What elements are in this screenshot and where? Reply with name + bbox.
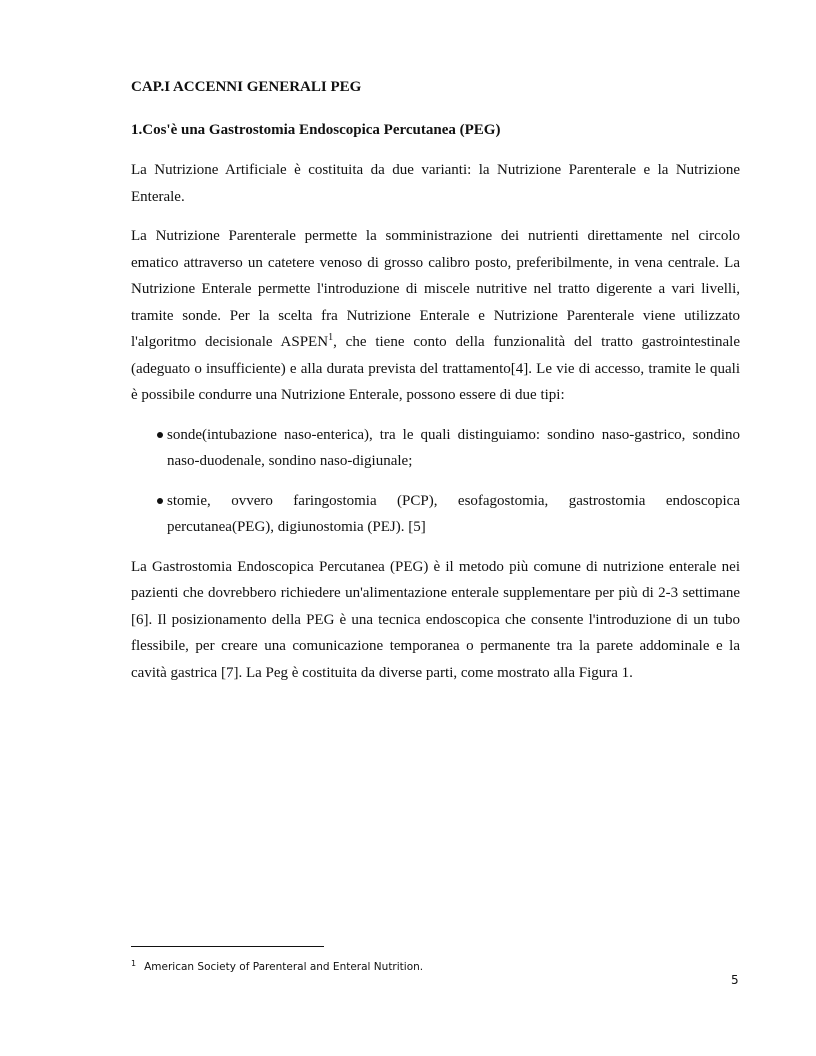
footnote bbox=[131, 957, 423, 974]
footnote-number: 1 bbox=[131, 959, 137, 968]
paragraph-2-text-after-ref: , che tiene conto della funzionalità del tratto gastrointestinale (adeguato o insufficiente) e alla durata prevista del trattamento[4]. Le vie di accesso, tramite le quali è possibile condurre una Nutrizione Enterale, possono essere di due tipi: bbox=[131, 334, 740, 403]
footnote-reference-mark: 1 bbox=[328, 332, 334, 343]
paragraph-2 bbox=[131, 223, 740, 409]
list-item bbox=[131, 488, 740, 541]
page-number: 5 bbox=[731, 973, 739, 987]
page-content bbox=[131, 74, 740, 699]
paragraph-3: La Gastrostomia Endoscopica Percutanea (PEG) è il metodo più comune di nutrizione enterale nei pazienti che dovrebbero richiedere un'alimentazione enterale supplementare per più di 2-3 settimane [6]. Il posizionamento della PEG è una tecnica endoscopica che consente l'introduzione di un tubo flessibile, per creare una comunicazione temporanea o permanente tra la parete addominale e la cavità gastrica [7]. La Peg è costituita da diverse parti, come mostrato alla Figura 1. bbox=[131, 558, 740, 681]
chapter-title: CAP.I ACCENNI GENERALI PEG bbox=[131, 79, 362, 95]
paragraph-1: La Nutrizione Artificiale è costituita da due varianti: la Nutrizione Parenterale e la Nutrizione Enterale. bbox=[131, 162, 740, 205]
paragraph-2-text-before-ref: La Nutrizione Parenterale permette la somministrazione dei nutrienti direttamente nel circolo ematico attraverso un catetere venoso di grosso calibro posto, preferibilmente, in vena centrale. La Nutrizione Enterale permette l'introduzione di miscele nutritive nel tratto digerente a vari livelli, tramite sonde. Per la scelta fra Nutrizione Enterale e Nutrizione Parenterale viene utilizzato l'algoritmo decisionale ASPEN bbox=[131, 228, 740, 350]
list-item-text: stomie, ovvero faringostomia (PCP), esofagostomia, gastrostomia endoscopica percutanea(PEG), digiunostomia (PEJ). [5] bbox=[167, 492, 740, 535]
footnote-text: American Society of Parenteral and Enteral Nutrition. bbox=[144, 961, 424, 973]
footnote-separator bbox=[131, 946, 324, 947]
bullet-icon bbox=[157, 432, 163, 438]
list-item-text: sonde(intubazione naso-enterica), tra le quali distinguiamo: sondino naso-gastrico, sondino naso-duodenale, sondino naso-digiunale; bbox=[167, 426, 740, 469]
section-title: 1.Cos'è una Gastrostomia Endoscopica Percutanea (PEG) bbox=[131, 121, 501, 138]
access-routes-list bbox=[131, 422, 740, 541]
list-item bbox=[131, 422, 740, 475]
bullet-icon bbox=[157, 498, 163, 504]
